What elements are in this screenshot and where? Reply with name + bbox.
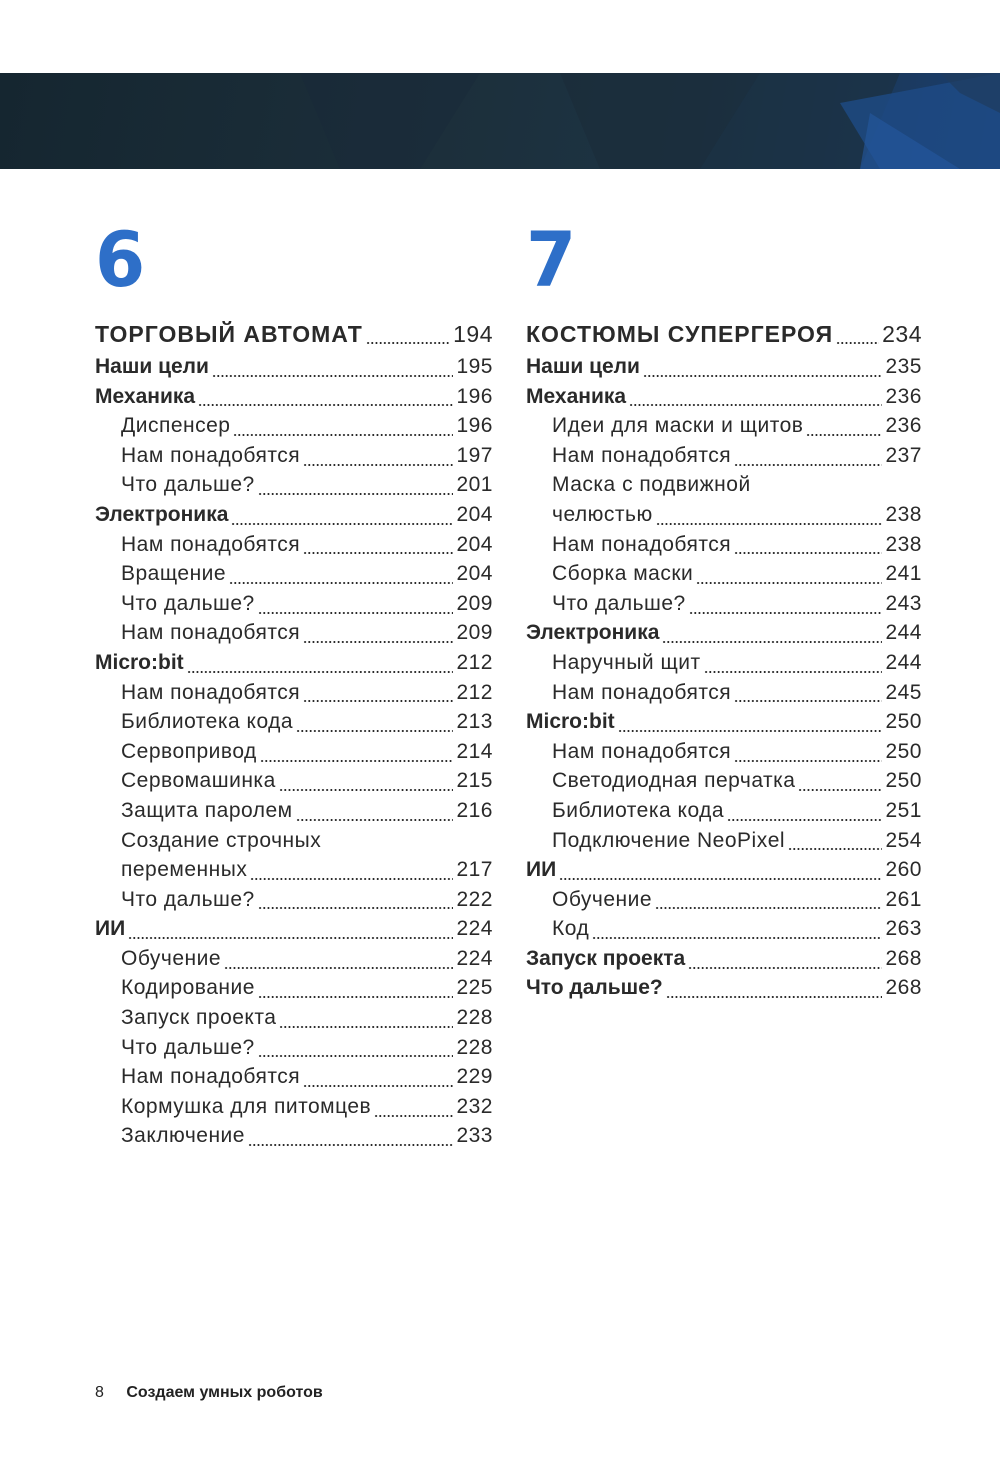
toc-entry-page: 244: [885, 621, 922, 645]
toc-entry-sub[interactable]: [95, 618, 493, 648]
toc-entry-page: 237: [885, 443, 922, 467]
toc-entry-label: КОСТЮМЫ СУПЕРГЕРОЯ: [526, 321, 834, 347]
toc-entry-sub[interactable]: [95, 766, 493, 796]
dot-leader: [198, 404, 453, 406]
toc-entry-label: Нам понадобятся: [552, 739, 732, 763]
dot-leader: [303, 1085, 453, 1087]
toc-entry-page: 243: [885, 591, 922, 615]
toc-entry-sub[interactable]: [95, 737, 493, 767]
toc-entry-sub[interactable]: [95, 470, 493, 500]
toc-entry-sub[interactable]: [526, 885, 922, 915]
toc-entry-label: Диспенсер: [121, 414, 231, 438]
toc-entry-page: 250: [885, 739, 922, 763]
dot-leader: [374, 1115, 453, 1117]
dot-leader: [734, 700, 882, 702]
toc-entry-label: Маска с подвижной: [552, 473, 751, 497]
toc-entry-label: Сборка маски: [552, 562, 694, 586]
dot-leader: [592, 937, 882, 939]
toc-entry-page: 209: [456, 621, 493, 645]
toc-entry-page: 233: [456, 1124, 493, 1148]
dot-leader: [366, 342, 450, 344]
toc-entry-label: Кормушка для питомцев: [121, 1094, 372, 1118]
chapter-number: 6: [95, 215, 147, 304]
dot-leader: [836, 342, 879, 344]
dot-leader: [666, 996, 883, 998]
toc-entry-chapter[interactable]: [95, 316, 493, 352]
toc-entry-sub[interactable]: [95, 411, 493, 441]
dot-leader: [734, 760, 882, 762]
dot-leader: [727, 819, 882, 821]
toc-entry-label: Библиотека кода: [552, 798, 725, 822]
toc-entry-page: 212: [456, 650, 493, 674]
toc-entry-sub[interactable]: [95, 885, 493, 915]
toc-entry-label: Идеи для маски и щитов: [552, 414, 804, 438]
toc-entry-label: Заключение: [121, 1124, 245, 1148]
toc-entry-label: Электроника: [526, 621, 660, 645]
toc-entry-label: Обучение: [121, 946, 222, 970]
toc-entry-sub[interactable]: [95, 707, 493, 737]
toc-entry-label: Наши цели: [95, 355, 209, 378]
toc-entry-label: ТОРГОВЫЙ АВТОМАТ: [95, 321, 363, 347]
toc-entry-page: 204: [456, 562, 493, 586]
dot-leader: [258, 996, 454, 998]
dot-leader: [303, 464, 453, 466]
toc-entry-label: Сервомашинка: [121, 769, 276, 793]
toc-entry-page: 212: [456, 680, 493, 704]
toc-entry-label: Нам понадобятся: [121, 1065, 301, 1089]
dot-leader: [688, 967, 882, 969]
toc-entry-label: Запуск проекта: [121, 1006, 277, 1030]
toc-entry-label: Запуск проекта: [526, 946, 686, 970]
toc-entry-section[interactable]: [526, 973, 922, 1003]
toc-entry-sub[interactable]: [526, 914, 922, 944]
toc-entry-page: 251: [885, 798, 922, 822]
banner-polygon-pattern: [0, 73, 1000, 169]
dot-leader: [248, 1144, 453, 1146]
toc-entry-page: 197: [456, 443, 493, 467]
toc-entry-sub[interactable]: [526, 796, 922, 826]
toc-entry-sub[interactable]: [95, 855, 493, 885]
toc-entry-sub[interactable]: [95, 1121, 493, 1151]
toc-entry-page: 268: [885, 946, 922, 970]
dot-leader: [655, 907, 882, 909]
toc-entry-label: Нам понадобятся: [121, 443, 301, 467]
dot-leader: [618, 730, 883, 732]
toc-entry-sub[interactable]: [95, 441, 493, 471]
toc-entry-label: Что дальше?: [121, 887, 255, 911]
toc-entry-page: 228: [456, 1035, 493, 1059]
toc-entry-sub[interactable]: [526, 737, 922, 767]
toc-entry-sub[interactable]: [95, 944, 493, 974]
dot-leader: [734, 552, 882, 554]
toc-entry-page: 201: [456, 473, 493, 497]
toc-entry-page: 216: [456, 798, 493, 822]
toc-entry-sub[interactable]: [526, 500, 922, 530]
toc-entry-sub[interactable]: [526, 530, 922, 560]
dot-leader: [296, 730, 453, 732]
toc-list: [95, 316, 493, 1151]
toc-entry-label: Создание строчных: [121, 828, 322, 852]
dot-leader: [734, 464, 882, 466]
dot-leader: [250, 878, 453, 880]
toc-entry-page: 204: [456, 502, 493, 526]
toc-entry-label: Механика: [95, 384, 196, 408]
toc-entry-label: Библиотека кода: [121, 710, 294, 734]
toc-entry-page: 235: [885, 355, 922, 378]
toc-entry-section[interactable]: [526, 944, 922, 974]
dot-leader: [128, 937, 453, 939]
dot-leader: [798, 789, 882, 791]
toc-entry-page: 232: [456, 1094, 493, 1118]
toc-entry-page: 196: [456, 384, 493, 408]
toc-entry-sub[interactable]: [526, 678, 922, 708]
toc-entry-label: Что дальше?: [552, 591, 686, 615]
toc-entry-label: Что дальше?: [121, 1035, 255, 1059]
toc-entry-label: Код: [552, 917, 590, 941]
dot-leader: [258, 493, 454, 495]
dot-leader: [689, 612, 883, 614]
toc-entry-section[interactable]: [526, 855, 922, 885]
toc-entry-label: Нам понадобятся: [121, 532, 301, 556]
dot-leader: [303, 641, 453, 643]
toc-entry-sub[interactable]: [526, 411, 922, 441]
toc-entry-label: Нам понадобятся: [552, 443, 732, 467]
toc-entry-page: 244: [885, 650, 922, 674]
toc-entry-sub[interactable]: [526, 766, 922, 796]
dot-leader: [656, 523, 883, 525]
toc-entry-page: 194: [453, 321, 493, 347]
toc-entry-label: Подключение NeoPixel: [552, 828, 786, 852]
toc-entry-page: 236: [885, 384, 922, 408]
toc-entry-label: Нам понадобятся: [121, 621, 301, 645]
dot-leader: [187, 671, 454, 673]
toc-entry-label: Что дальше?: [121, 591, 255, 615]
dot-leader: [303, 552, 453, 554]
toc-entry-section[interactable]: [95, 648, 493, 678]
dot-leader: [212, 375, 454, 377]
toc-entry-label: Micro:bit: [95, 650, 184, 674]
toc-entry-sub[interactable]: [95, 559, 493, 589]
toc-entry-label: Что дальше?: [121, 473, 255, 497]
toc-entry-sub[interactable]: [95, 796, 493, 826]
toc-entry-label: переменных: [121, 858, 248, 882]
toc-entry-page: 204: [456, 532, 493, 556]
dot-leader: [303, 700, 453, 702]
toc-entry-page: 228: [456, 1006, 493, 1030]
toc-entry-sub[interactable]: [526, 559, 922, 589]
toc-entry-label: Наши цели: [526, 355, 640, 378]
dot-leader: [629, 404, 882, 406]
dot-leader: [279, 1026, 453, 1028]
header-banner: [0, 73, 1000, 169]
toc-entry-chapter[interactable]: [526, 316, 922, 352]
toc-entry-page: 263: [885, 917, 922, 941]
toc-entry-label: Наручный щит: [552, 650, 701, 674]
dot-leader: [258, 907, 454, 909]
toc-list: [526, 316, 922, 1003]
dot-leader: [696, 582, 882, 584]
toc-entry-page: 224: [456, 917, 493, 941]
dot-leader: [260, 760, 454, 762]
toc-entry-page: 250: [885, 769, 922, 793]
toc-entry-page: 236: [885, 414, 922, 438]
toc-entry-page: 250: [885, 710, 922, 734]
dot-leader: [258, 1055, 454, 1057]
toc-entry-sub[interactable]: [95, 1033, 493, 1063]
dot-leader: [788, 848, 882, 850]
dot-leader: [704, 671, 883, 673]
toc-entry-sub[interactable]: [95, 973, 493, 1003]
toc-entry-page: 238: [885, 532, 922, 556]
toc-entry-label: ИИ: [95, 917, 126, 941]
dot-leader: [233, 434, 453, 436]
toc-entry-label: Обучение: [552, 887, 653, 911]
toc-entry-label: Механика: [526, 384, 627, 408]
toc-entry-page: 196: [456, 414, 493, 438]
dot-leader: [224, 967, 453, 969]
toc-entry-label: Вращение: [121, 562, 227, 586]
toc-entry-sub[interactable]: [95, 1062, 493, 1092]
dot-leader: [643, 375, 883, 377]
toc-entry-page: 229: [456, 1065, 493, 1089]
toc-entry-sub[interactable]: [526, 589, 922, 619]
dot-leader: [279, 789, 454, 791]
toc-entry-sub[interactable]: [526, 648, 922, 678]
dot-leader: [662, 641, 882, 643]
dot-leader: [229, 582, 453, 584]
toc-entry-page: 214: [456, 739, 493, 763]
toc-entry-sub[interactable]: [95, 678, 493, 708]
page-number: 8: [95, 1384, 104, 1401]
dot-leader: [806, 434, 882, 436]
toc-entry-sub[interactable]: [95, 1092, 493, 1122]
dot-leader: [296, 819, 454, 821]
dot-leader: [231, 523, 453, 525]
toc-entry-page: 195: [456, 355, 493, 378]
toc-entry-page: 224: [456, 946, 493, 970]
toc-entry-label: Нам понадобятся: [552, 680, 732, 704]
toc-entry-sub[interactable]: [95, 1003, 493, 1033]
toc-entry-sub[interactable]: [95, 530, 493, 560]
toc-entry-page: 225: [456, 976, 493, 1000]
toc-entry-page: 213: [456, 710, 493, 734]
toc-entry-page: 261: [885, 887, 922, 911]
toc-entry-section[interactable]: [95, 352, 493, 382]
toc-entry-page: 217: [456, 858, 493, 882]
toc-entry-section[interactable]: [526, 352, 922, 382]
toc-entry-section[interactable]: [526, 382, 922, 412]
toc-entry-page: 268: [885, 976, 922, 1000]
page-footer: [95, 1384, 323, 1402]
toc-entry-page: 234: [882, 321, 922, 347]
book-title: Создаем умных роботов: [126, 1384, 323, 1401]
toc-entry-label: Нам понадобятся: [552, 532, 732, 556]
toc-entry-section[interactable]: [95, 382, 493, 412]
toc-entry-page: 209: [456, 591, 493, 615]
dot-leader: [559, 878, 882, 880]
toc-entry-sub[interactable]: [95, 826, 493, 856]
toc-entry-sub[interactable]: [526, 441, 922, 471]
toc-entry-page: 254: [885, 828, 922, 852]
toc-entry-page: 260: [885, 858, 922, 882]
toc-entry-page: 222: [456, 887, 493, 911]
toc-entry-label: Кодирование: [121, 976, 255, 1000]
toc-entry-label: Защита паролем: [121, 798, 293, 822]
toc-entry-label: ИИ: [526, 858, 557, 882]
chapter-number: 7: [526, 215, 578, 304]
toc-entry-section[interactable]: [95, 500, 493, 530]
toc-entry-label: Электроника: [95, 502, 229, 526]
toc-entry-section[interactable]: [526, 707, 922, 737]
toc-entry-label: Micro:bit: [526, 710, 615, 734]
toc-entry-label: Светодиодная перчатка: [552, 769, 796, 793]
toc-entry-page: 241: [885, 562, 922, 586]
toc-entry-label: Что дальше?: [526, 976, 663, 1000]
toc-entry-sub[interactable]: [526, 470, 922, 500]
dot-leader: [258, 612, 454, 614]
toc-entry-section[interactable]: [95, 914, 493, 944]
toc-entry-page: 245: [885, 680, 922, 704]
toc-entry-sub[interactable]: [526, 826, 922, 856]
toc-entry-label: челюстью: [552, 502, 653, 526]
toc-entry-page: 238: [885, 502, 922, 526]
toc-entry-page: 215: [456, 769, 493, 793]
toc-entry-label: Сервопривод: [121, 739, 257, 763]
toc-entry-section[interactable]: [526, 618, 922, 648]
toc-entry-sub[interactable]: [95, 589, 493, 619]
toc-entry-label: Нам понадобятся: [121, 680, 301, 704]
